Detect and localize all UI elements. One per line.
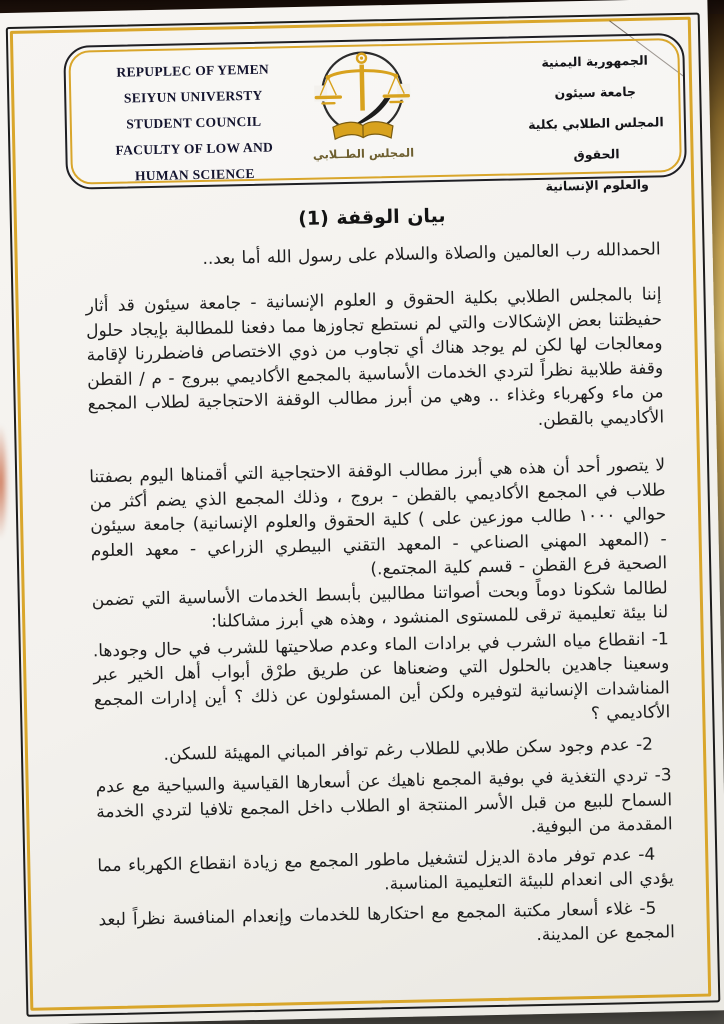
opening-invocation: الحمدالله رب العالمين والصلاة والسلام على رسول الله أما بعد.. (202, 238, 661, 269)
letterhead-box (63, 33, 687, 194)
letterhead-arabic-block (514, 44, 677, 202)
letterhead-arabic-line: والعلوم الإنسانية (545, 176, 650, 194)
issue-item-1: 1- انقطاع مياه الشرب في برادات الماء وعدم صلاحيتها للشرب في حال وجودها. وسعينا جاهدين بالحلول التي وضعناها عن طريق طرْق أبواب أهل الخير عبر المناشدات الإنسانية لتوفيره ولكن أين المسئولون عن ذلك ؟ أين إدارات المجمع الأكاديمي ؟ (92, 628, 671, 724)
letterhead-arabic-line: المجلس الطلابي بكلية الحقوق (527, 114, 664, 163)
issue-item-4: 4- عدم توفر مادة الديزل لتشغيل ماطور المجمع مع زيادة انقطاع الكهرباء مما يؤدي الى انعدام للبيئة التعليمية المناسبة. (97, 844, 674, 895)
scales-of-justice-icon (305, 41, 419, 147)
issue-item-2: 2- عدم وجود سكن طلابي للطلاب رغم توافر المباني المهيئة للسكن. (163, 734, 654, 765)
paragraph-context: لا يتصور أحد أن هذه هي أبرز مطالب الوقفة الاحتجاجية التي أقمناها اليوم بصفتنا طلاب في المجمع الأكاديمي بالقطن - بروج ، وذلك المجمع الذي يضم أكثر من حوالي ١٠٠٠ طالب موزعين على ) كلية الحقوق والعلوم الإنسانية) جامعة سيئون - (المعهد المهني الصناعي - المعهد التقني البيطري الزراعي - معهد العلوم الصحية فرع القطن - قسم كلية المجتمع.) (89, 455, 668, 580)
letterhead-english-line: SEIYUN UNIVERSTY (123, 87, 263, 106)
logo-caption: المجلس الطــلابي (312, 145, 415, 162)
letterhead-english-block (83, 56, 304, 191)
paragraph-complaint: لطالما شكونا دوماً وبحت أصواتنا مطالبين بأبسط الخدمات الأساسية التي تضمن لنا بيئة تعليمية ترقى للمستوى المنشود ، وهذه هي أبرز مشاكلنا: (91, 577, 669, 632)
student-council-logo (301, 41, 424, 181)
issue-item-3: 3- تردي التغذية في بوفية المجمع ناهيك عن أسعارها القياسية والسياحية مع عدم السماح للبيع من قبل الأسر المنتجة او الطلاب داخل المجمع تلافيا لتردي الخدمة المقدمة من البوفية. (95, 765, 673, 838)
paragraph-intro: إننا بالمجلس الطلابي بكلية الحقوق و العلوم الإنسانية - جامعة سيئون قد أثار حفيظتنا بعض الإشكالات والتي لم نستطع تجاوزها مما دفعنا للمطالبة بإيجاد حلول ومعالجات لها لكن لم يوجد هناك أي تجاوب من ذوي الاختصاص فاضطررنا لإقامة وقفة طلابية نظراً لتردي الخدمات الأساسية بالمجمع الأكاديمي ببروج - م / القطن من ماء وكهرباء وغذاء .. وهي من أبرز مطالب الوقفة الاحتجاجية لطلاب المجمع الأكاديمي بالقطن. (85, 284, 665, 430)
issues-list (93, 627, 676, 957)
letterhead-arabic-line: جامعة سيئون (554, 83, 637, 101)
letterhead-english-line: HUMAN SCIENCE (134, 165, 255, 184)
letterhead-english-line: STUDENT COUNCIL (126, 113, 262, 132)
statement-title: بيان الوقفة (1) (297, 204, 446, 230)
letterhead-english-line: FACULTY OF LOW AND (115, 139, 274, 158)
statement-body (84, 199, 676, 961)
letterhead-arabic-line: الجمهورية اليمنية (541, 52, 649, 70)
letterhead-english-line: REPUPLEC OF YEMEN (116, 61, 270, 80)
issue-item-5: 5- غلاء أسعار مكتبة المجمع مع احتكارها للخدمات وإنعدام المنافسة نظراً لبعد المجمع عن المدينة. (98, 898, 676, 946)
